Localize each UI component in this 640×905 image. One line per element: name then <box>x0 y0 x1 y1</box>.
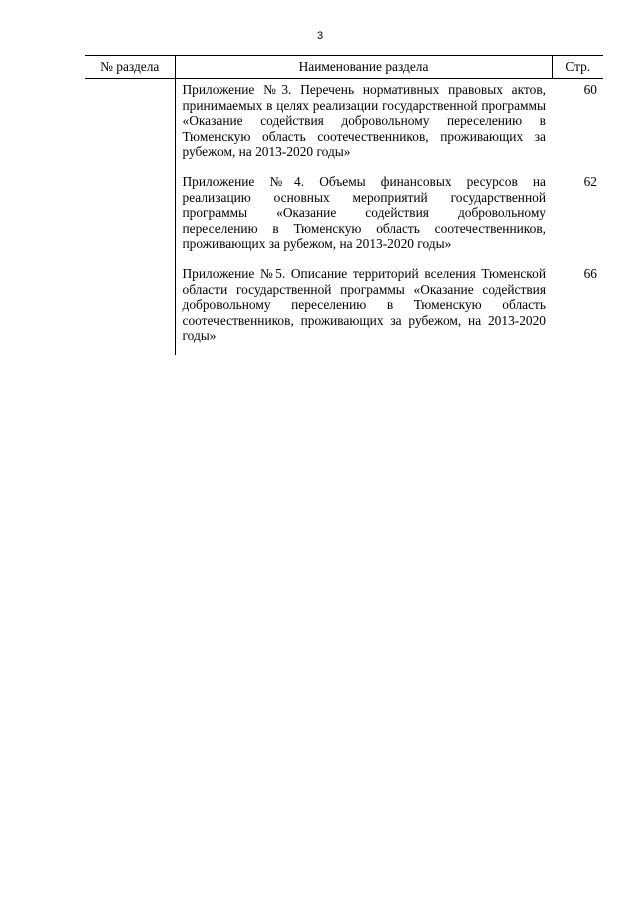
row-page-number: 62 <box>583 173 597 189</box>
row-section-name: Приложение №4. Объемы финансовых ресурсов на реализацию основных мероприятий государственной программы «Оказание содействия добровольному переселению в Тюменскую область соотечественников, проживающих за рубежом, на 2013-2020 годы» <box>182 173 546 252</box>
page-number: 3 <box>316 30 324 42</box>
table-header-row <box>85 56 603 79</box>
row-section-number <box>85 263 175 355</box>
header-section-name: Наименование раздела <box>175 56 552 79</box>
table-row <box>85 263 603 355</box>
row-section-number <box>85 79 175 171</box>
table-row <box>85 171 603 263</box>
row-page-number: 60 <box>583 82 597 97</box>
header-section-number: № раздела <box>85 56 175 79</box>
row-page-number: 66 <box>583 265 597 281</box>
row-section-name: Приложение №5. Описание территорий вселения Тюменской области государственной программы «Оказание содействия добровольному переселению в Тюменскую область соотечественников, проживающих за рубежом, на 2013-2020 годы» <box>182 265 546 344</box>
table-of-contents <box>85 55 603 355</box>
row-section-name: Приложение №3. Перечень нормативных правовых актов, принимаемых в целях реализации государственной программы «Оказание содействия добровольному переселению в Тюменскую область соотечественников, проживающих за рубежом, на 2013-2020 годы» <box>182 82 546 160</box>
table-row <box>85 79 603 171</box>
row-section-number <box>85 171 175 263</box>
header-page: Стр. <box>552 56 603 79</box>
